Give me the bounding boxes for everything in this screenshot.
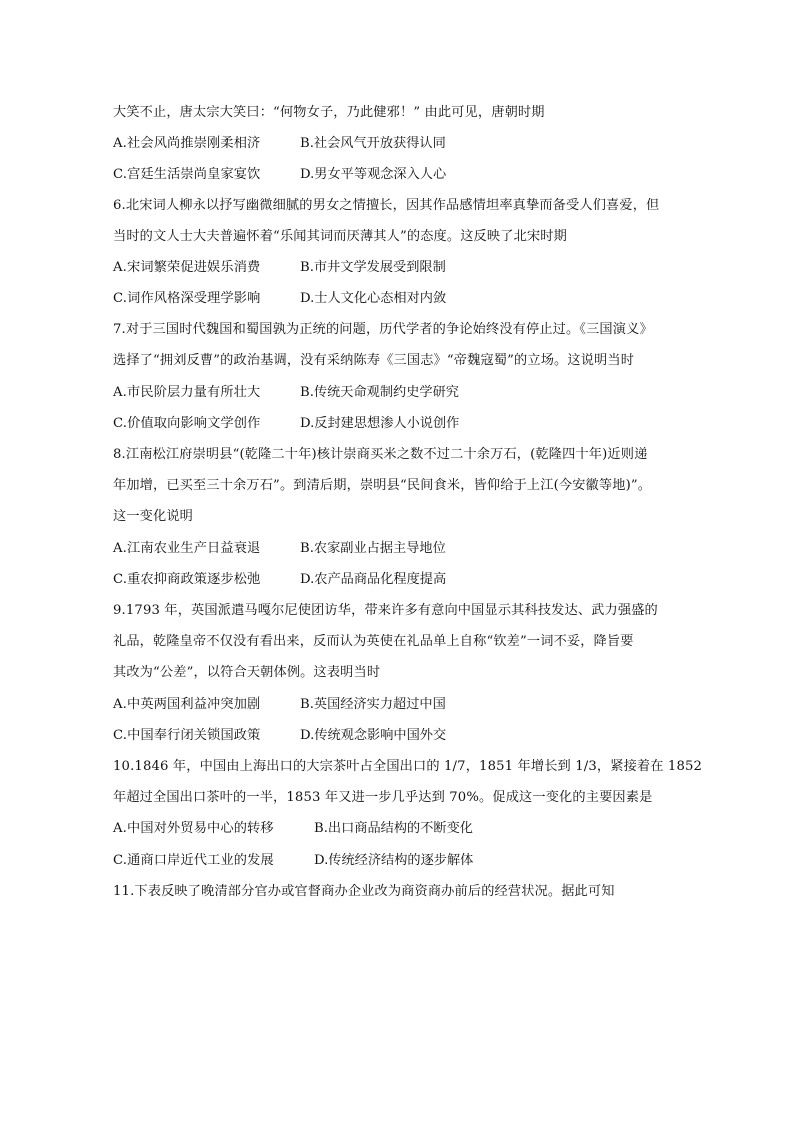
q8-stem-line-2: 年加增，已买至三十余万石”。到清后期，崇明县“民间食米，皆仰给于上江(今安徽等地)”。 bbox=[113, 478, 652, 493]
q11-stem-line-1: 11.下表反映了晚清部分官办或官督商办企业改为商资商办前后的经营状况。据此可知 bbox=[113, 884, 615, 899]
q6-stem-line-1: 6.北宋词人柳永以抒写幽微细腻的男女之情擅长，因其作品感情坦率真挚而备受人们喜爱，但 bbox=[113, 198, 660, 213]
q8-option-c: C.重农抑商政策逐步松弛 bbox=[113, 572, 261, 587]
q9-option-b: B.英国经济实力超过中国 bbox=[300, 697, 446, 712]
q6-option-a: A.宋词繁荣促进娱乐消费 bbox=[113, 260, 261, 275]
q10-option-d: D.传统经济结构的逐步解体 bbox=[314, 853, 474, 868]
q6-option-b: B.市井文学发展受到限制 bbox=[300, 260, 446, 275]
q7-option-c: C.价值取向影响文学创作 bbox=[113, 416, 261, 431]
q10-option-c: C.通商口岸近代工业的发展 bbox=[113, 853, 274, 868]
q10-stem-line-1: 10.1846 年，中国由上海出口的大宗茶叶占全国出口的 1/7，1851 年增长到 1/3，紧接着在 1852 bbox=[113, 759, 703, 774]
q7-stem-line-1: 7.对于三国时代魏国和蜀国孰为正统的问题，历代学者的争论始终没有停止过。《三国演义》 bbox=[113, 322, 653, 337]
q5-option-d: D.男女平等观念深入人心 bbox=[300, 167, 447, 182]
q8-option-d: D.农产品商品化程度提高 bbox=[300, 572, 447, 587]
q8-stem-line-3: 这一变化说明 bbox=[113, 509, 194, 524]
q8-option-a: A.江南农业生产日益衰退 bbox=[113, 541, 261, 556]
q9-stem-line-2: 礼品，乾隆皇帝不仅没有看出来，反而认为英使在礼品单上自称“钦差”一词不妥，降旨要 bbox=[113, 634, 634, 649]
q6-option-d: D.士人文化心态相对内敛 bbox=[300, 291, 447, 306]
q10-stem-line-2: 年超过全国出口茶叶的一半，1853 年又进一步几乎达到 70%。促成这一变化的主要因素是 bbox=[113, 790, 653, 805]
q9-stem-line-3: 其改为“公差”，以符合天朝体例。这表明当时 bbox=[113, 665, 381, 680]
q5-option-b: B.社会风气开放获得认同 bbox=[300, 136, 446, 151]
q7-stem-line-2: 选择了“拥刘反曹”的政治基调，没有采纳陈寿《三国志》“帝魏寇蜀”的立场。这说明当时 bbox=[113, 353, 635, 368]
q5-option-c: C.宫廷生活崇尚皇家宴饮 bbox=[113, 167, 261, 182]
q7-option-d: D.反封建思想渗人小说创作 bbox=[300, 416, 460, 431]
q6-option-c: C.词作风格深受理学影响 bbox=[113, 291, 261, 306]
q9-option-c: C.中国奉行闭关锁国政策 bbox=[113, 728, 261, 743]
q10-option-a: A.中国对外贸易中心的转移 bbox=[113, 821, 274, 836]
q8-option-b: B.农家副业占据主导地位 bbox=[300, 541, 446, 556]
q7-option-b: B.传统天命观制约史学研究 bbox=[300, 385, 459, 400]
q5-stem-continued: 大笑不止，唐太宗大笑曰：“何物女子，乃此健邪！” 由此可见，唐朝时期 bbox=[113, 105, 545, 120]
q7-option-a: A.市民阶层力量有所壮大 bbox=[113, 385, 261, 400]
q9-option-a: A.中英两国利益冲突加剧 bbox=[113, 697, 261, 712]
q8-stem-line-1: 8.江南松江府崇明县“(乾隆二十年)核计崇商买米之数不过二十余万石，(乾隆四十年)近则递 bbox=[113, 447, 648, 462]
q5-option-a: A.社会风尚推崇刚柔相济 bbox=[113, 136, 261, 151]
q9-option-d: D.传统观念影响中国外交 bbox=[300, 728, 447, 743]
q9-stem-line-1: 9.1793 年，英国派遣马嘎尔尼使团访华，带来许多有意向中国显示其科技发达、武力强盛的 bbox=[113, 603, 658, 618]
q10-option-b: B.出口商品结构的不断变化 bbox=[314, 821, 473, 836]
q6-stem-line-2: 当时的文人士大夫普遍怀着“乐闻其词而厌薄其人”的态度。这反映了北宋时期 bbox=[113, 229, 567, 244]
